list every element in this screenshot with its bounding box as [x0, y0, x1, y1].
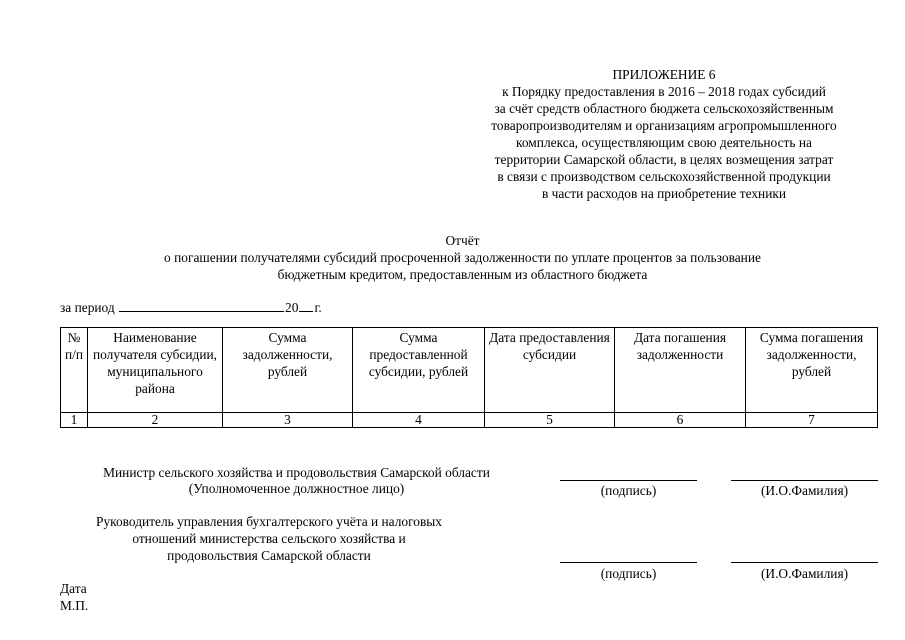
head-name-line[interactable] — [731, 562, 878, 563]
table-column-number: 7 — [746, 413, 878, 428]
table-column-number: 2 — [88, 413, 223, 428]
stamp-label: М.П. — [60, 598, 89, 613]
appendix-line: к Порядку предоставления в 2016 – 2018 годах субсидий — [502, 84, 826, 99]
head-signature-line[interactable] — [560, 562, 697, 563]
head-title-line: отношений министерства сельского хозяйства и — [132, 531, 406, 546]
name-label: (И.О.Фамилия) — [760, 566, 849, 581]
period-prefix: за период — [60, 300, 115, 315]
period-suffix: г. — [314, 300, 322, 315]
appendix-line: за счёт средств областного бюджета сельскохозяйственным — [494, 101, 834, 116]
table-header-cell: Дата погашения задолженности — [615, 328, 746, 413]
report-table — [60, 327, 878, 428]
period-year: 20 — [285, 300, 299, 315]
head-title-line: продовольствия Самарской области — [167, 548, 371, 563]
minister-signature-line[interactable] — [560, 480, 697, 481]
report-heading — [80, 232, 845, 283]
table-header-row — [61, 328, 878, 413]
minister-title-line: Министр сельского хозяйства и продовольствия Самарской области — [103, 465, 490, 480]
appendix-line: в связи с производством сельскохозяйственной продукции — [497, 169, 831, 184]
minister-role-line: (Уполномоченное должностное лицо) — [188, 481, 405, 496]
table-column-number: 5 — [485, 413, 615, 428]
table-header-cell: Сумма задолженности, рублей — [223, 328, 353, 413]
appendix-title: ПРИЛОЖЕНИЕ 6 — [612, 67, 716, 82]
report-subtitle-line: бюджетным кредитом, предоставленным из областного бюджета — [277, 267, 648, 282]
table-header-cell: Сумма предоставленной субсидии, рублей — [353, 328, 485, 413]
period-blank-field[interactable] — [119, 299, 284, 312]
date-label: Дата — [60, 581, 87, 596]
signature-label: (подпись) — [600, 566, 657, 581]
appendix-line: комплекса, осуществляющим свою деятельность на — [516, 135, 812, 150]
table-column-number: 1 — [61, 413, 88, 428]
signature-label: (подпись) — [600, 483, 657, 498]
minister-title — [64, 465, 529, 497]
appendix-line: в части расходов на приобретение техники — [541, 186, 787, 201]
table-column-number: 4 — [353, 413, 485, 428]
report-period — [60, 299, 322, 316]
table-column-number: 3 — [223, 413, 353, 428]
report-title: Отчёт — [445, 233, 480, 248]
appendix-header — [458, 66, 870, 202]
head-title-line: Руководитель управления бухгалтерского учёта и налоговых — [96, 514, 442, 529]
appendix-line: территории Самарской области, в целях возмещения затрат — [494, 152, 834, 167]
table-header-cell: № п/п — [61, 328, 88, 413]
table-column-number-row — [61, 413, 878, 428]
table-header-cell: Сумма погашения задолженности, рублей — [746, 328, 878, 413]
appendix-line: товаропроизводителям и организациям агропромышленного — [491, 118, 837, 133]
table-header-cell: Наименование получателя субсидии, муниципального района — [88, 328, 223, 413]
name-label: (И.О.Фамилия) — [760, 483, 849, 498]
head-accounting-title — [60, 513, 478, 564]
table-column-number: 6 — [615, 413, 746, 428]
table-header-cell: Дата предоставления субсидии — [485, 328, 615, 413]
minister-name-line[interactable] — [731, 480, 878, 481]
report-subtitle-line: о погашении получателями субсидий просроченной задолженности по уплате процентов за пользование — [164, 250, 761, 265]
period-year-blank-field[interactable] — [299, 299, 313, 312]
